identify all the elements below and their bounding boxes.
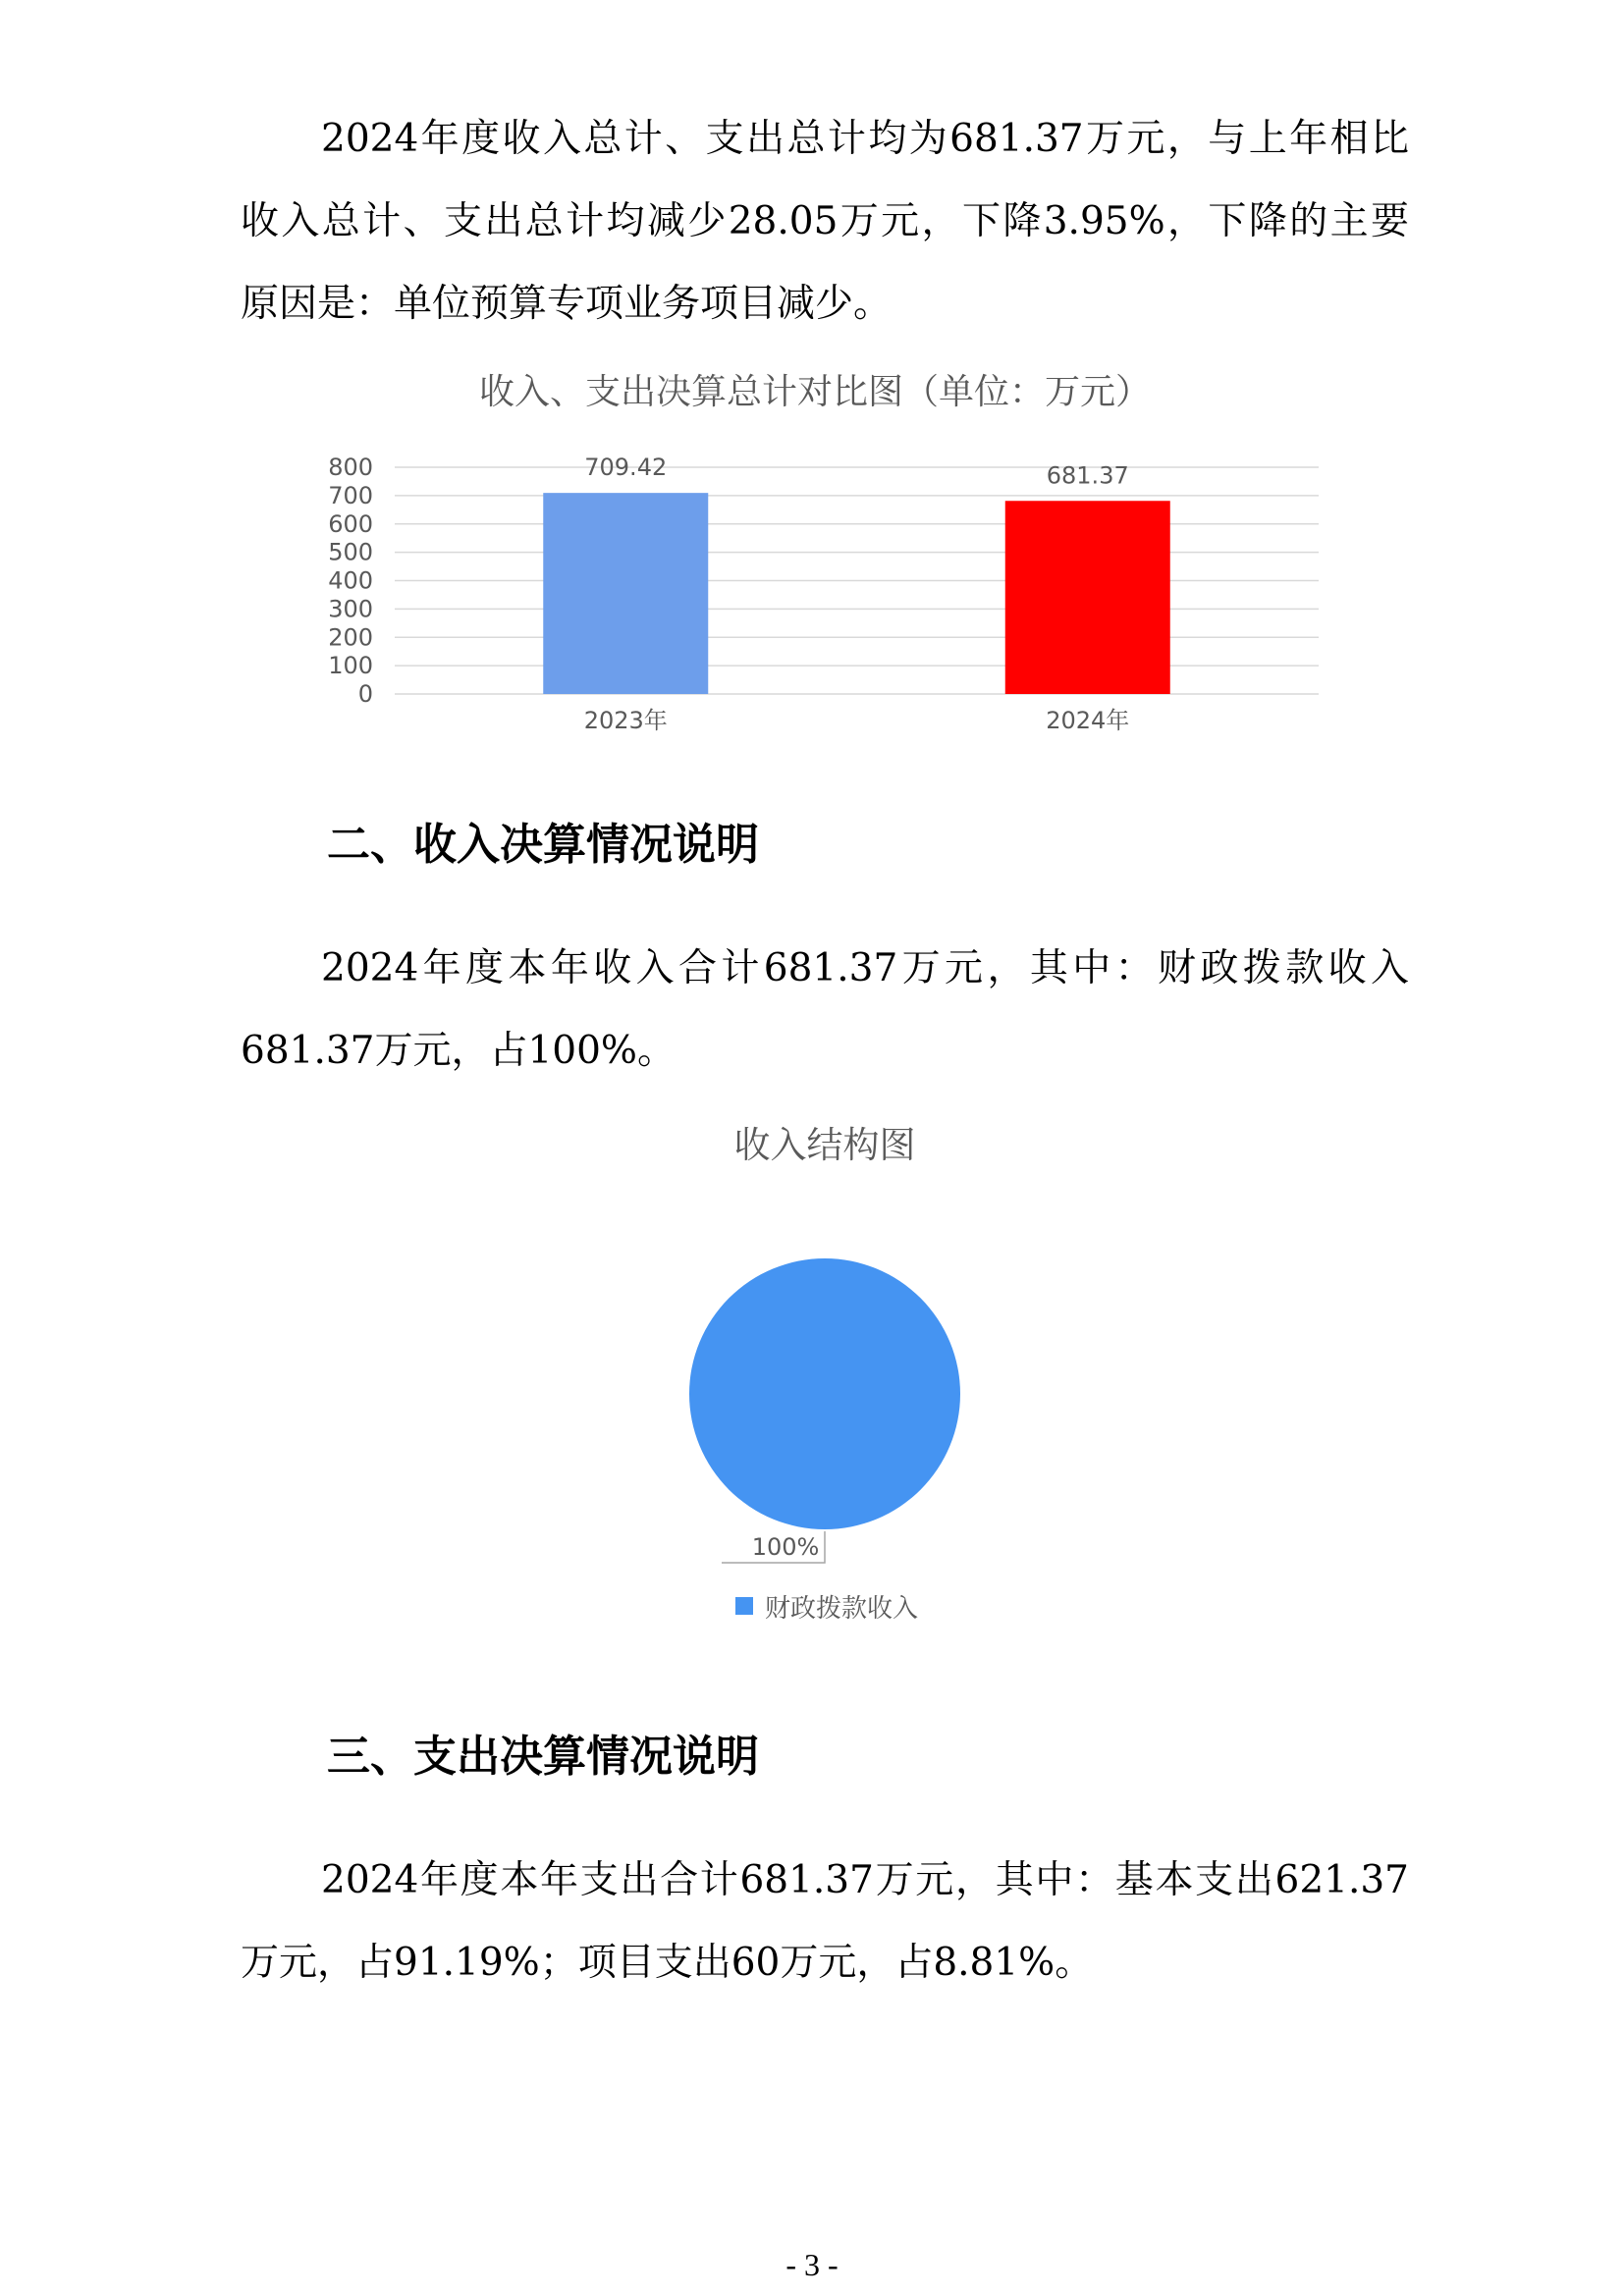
- paragraph-line: 2024年度本年支出合计681.37万元，其中：基本支出621.37: [321, 1858, 1409, 1902]
- bar-data-label: 709.42: [584, 454, 668, 482]
- income-structure-pie-chart: [668, 1247, 982, 1580]
- paragraph-line: 万元，占91.19%；项目支出60万元，占8.81%。: [241, 1941, 1094, 1985]
- paragraph-line: 2024年度收入总计、支出总计均为681.37万元，与上年相比: [321, 117, 1409, 161]
- expense-section-heading: 三、支出决算情况说明: [327, 1732, 759, 1782]
- bar: [1005, 501, 1170, 694]
- expense-paragraph: [241, 1840, 1409, 2004]
- legend-label: 财政拨款收入: [765, 1593, 919, 1624]
- income-expense-bar-chart: [295, 432, 1355, 746]
- pie-legend: [735, 1588, 918, 1624]
- intro-paragraph: [241, 98, 1409, 346]
- bar-data-label: 681.37: [1046, 461, 1129, 490]
- paragraph-line: 2024年度本年收入合计681.37万元，其中：财政拨款收入: [321, 946, 1409, 990]
- y-tick-label: 500: [328, 538, 373, 566]
- x-tick-label: 2024年: [1046, 707, 1130, 734]
- paragraph-line: 681.37万元，占100%。: [241, 1029, 676, 1073]
- income-paragraph: [241, 928, 1409, 1093]
- paragraph-line: 收入总计、支出总计均减少28.05万元，下降3.95%，下降的主要: [241, 199, 1409, 243]
- pie-data-label: 100%: [751, 1533, 820, 1561]
- y-tick-label: 800: [328, 454, 373, 481]
- legend-swatch: [735, 1597, 753, 1615]
- y-tick-label: 700: [328, 481, 373, 509]
- income-section-heading: 二、收入决算情况说明: [327, 820, 759, 870]
- y-tick-label: 600: [328, 509, 373, 538]
- page-number: - 3 -: [785, 2247, 839, 2282]
- paragraph-line: 原因是：单位预算专项业务项目减少。: [241, 282, 893, 326]
- y-tick-label: 400: [328, 566, 373, 595]
- bar: [543, 493, 708, 694]
- pie-slice: [689, 1258, 960, 1529]
- pie-chart-title: 收入结构图: [733, 1124, 916, 1166]
- y-tick-label: 0: [357, 680, 373, 708]
- y-tick-label: 200: [328, 623, 373, 652]
- y-tick-label: 100: [328, 652, 373, 680]
- bar-chart-title: 收入、支出决算总计对比图（单位：万元）: [478, 372, 1151, 412]
- y-tick-label: 300: [328, 595, 373, 623]
- x-tick-label: 2023年: [583, 707, 668, 734]
